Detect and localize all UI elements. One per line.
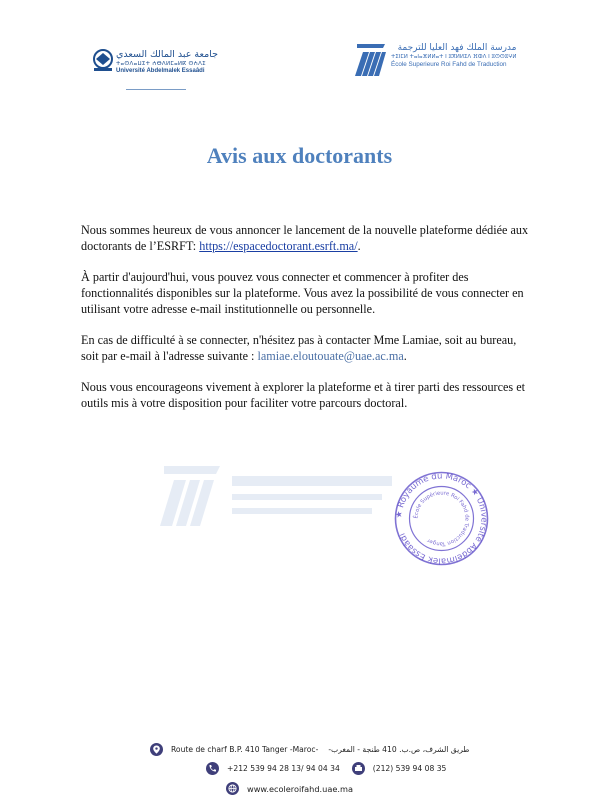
stamp-outer-text: ★ Royaume du Maroc ★ Université Abdelmalek Essaâdi xyxy=(394,471,489,566)
phone-icon xyxy=(206,762,219,775)
university-name-tifinagh: ⵜⴰⵙⴷⴰⵡⵉⵜ ⵄⴱⴷⵍⵎⴰⵍⴽ ⵙⵄⴷⵉ xyxy=(116,60,206,67)
fax-number: (212) 539 94 08 35 xyxy=(372,764,447,773)
platform-link[interactable]: https://espacedoctorant.esrft.ma/ xyxy=(199,239,358,253)
notice-body xyxy=(81,222,531,426)
paragraph-encouragement: Nous vous encourageons vivement à explorer la plateforme et à tirer parti des ressources et outils mis à votre disposition pour faciliter votre parcours doctoral. xyxy=(81,380,525,410)
university-logo xyxy=(92,44,227,99)
svg-text:École Supérieure Roi Fahd de T xyxy=(411,490,469,546)
paragraph-intro xyxy=(81,222,531,254)
official-stamp xyxy=(393,470,490,567)
intro-text: Nous sommes heureux de vous annoncer le lancement de la nouvelle plateforme dédiée aux doctorants de l’ESRFT: xyxy=(81,223,529,253)
school-name-french: École Superieure Roi Fahd de Traduction xyxy=(391,60,507,68)
footer-phone-row xyxy=(206,762,446,775)
stamp-inner-text: École Supérieure Roi Fahd de Traduction Tanger xyxy=(413,490,470,547)
contact-text: En cas de difficulté à se connecter, n'hésitez pas à contacter Mme Lamiae, soit au bureau, soit par e-mail à l'adresse suivante : xyxy=(81,333,517,363)
university-name-arabic: جامعة عبد المالك السعدي xyxy=(116,49,218,60)
header-divider xyxy=(126,89,186,90)
contact-end: . xyxy=(403,349,407,363)
footer-website-row xyxy=(226,782,353,795)
school-emblem-icon xyxy=(355,42,387,78)
fax-icon xyxy=(352,762,365,775)
school-name-tifinagh: ⵜⵉⵏⵎⵍ ⵜⴰⵏⴰⴼⵍⵍⴰⵜ ⵏ ⵓⴳⵍⵍⵉⴷ ⴼⵀⴷ ⵏ ⵓⵙⵙⵓⵖⵍ xyxy=(391,54,517,60)
school-name-arabic: مدرسة الملك فهد العليا للترجمة xyxy=(397,43,517,53)
location-pin-icon xyxy=(150,743,163,756)
address-french: Route de charf B.P. 410 Tanger -Maroc- xyxy=(171,745,319,754)
globe-icon xyxy=(226,782,239,795)
watermark-emblem-icon xyxy=(160,460,400,530)
paragraph-contact xyxy=(81,332,531,364)
footer-address-row xyxy=(150,743,469,756)
address-arabic: طريق الشرف، ص.ب. 410 طنجة - المغرب- xyxy=(328,745,470,754)
school-watermark xyxy=(160,460,400,535)
contact-email[interactable]: lamiae.eloutouate@uae.ac.ma xyxy=(257,349,404,363)
university-name-french: Université Abdelmalek Essaâdi xyxy=(116,68,205,74)
school-logo xyxy=(355,38,545,93)
phone-number: +212 539 94 28 13/ 94 04 34 xyxy=(227,764,340,773)
intro-end: . xyxy=(357,239,361,253)
university-emblem-icon xyxy=(92,48,114,72)
page-title: Avis aux doctorants xyxy=(206,143,393,168)
website-link[interactable]: www.ecoleroifahd.uae.ma xyxy=(247,783,353,794)
paragraph-login: À partir d'aujourd'hui, vous pouvez vous connecter et commencer à profiter des fonctionnalités disponibles sur la plateforme. Vous avez la possibilité de vous connecter en utilisant votre adresse e-mail institutionnelle ou personnelle. xyxy=(81,270,524,316)
